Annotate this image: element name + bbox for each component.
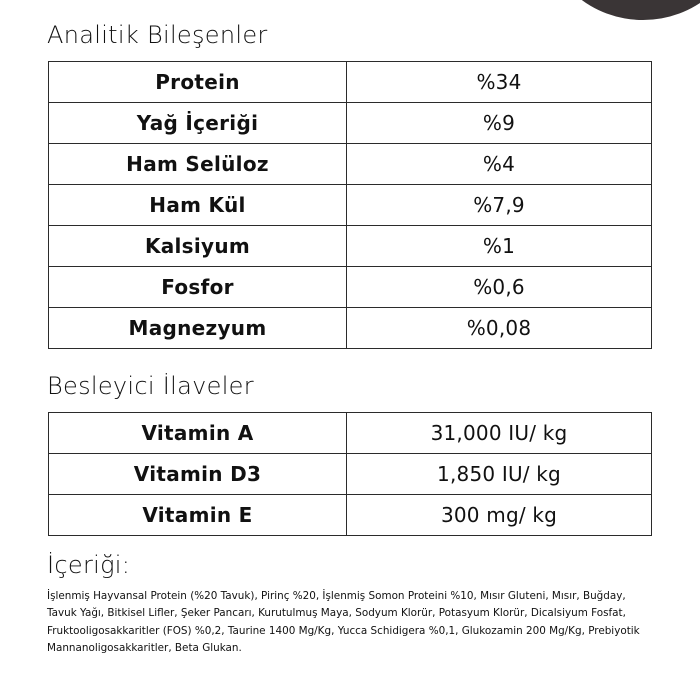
table-row <box>49 413 652 454</box>
additive-label: Vitamin E <box>49 495 347 536</box>
table-row <box>49 103 652 144</box>
analytic-components-heading: Analitik Bileşenler <box>47 21 268 49</box>
nutrient-value: %9 <box>347 103 652 144</box>
table-row <box>49 308 652 349</box>
table-row <box>49 226 652 267</box>
nutrient-label: Ham Kül <box>49 185 347 226</box>
ingredients-paragraph: İşlenmiş Hayvansal Protein (%20 Tavuk), Pirinç %20, İşlenmiş Somon Proteini %10, Mısır Gluteni, Mısır, Buğday, Tavuk Yağı, Bitkisel Lifler, Şeker Pancarı, Kurutulmuş Maya, Sodyum Klorür, Potasyum Klorür, Dicalsiyum Fosfat, Fruktooligosakkaritler (FOS) %0,2, Taurine 1400 Mg/Kg, Yucca Schidigera %0,1, Glukozamin 200 Mg/Kg, Prebiyotik Mannanoligosakkaritler, Beta Glukan. <box>47 590 640 655</box>
nutrient-value: %4 <box>347 144 652 185</box>
additive-label: Vitamin D3 <box>49 454 347 495</box>
contents-heading: İçeriği: <box>47 551 131 579</box>
additive-value: 31,000 IU/ kg <box>347 413 652 454</box>
additive-value: 300 mg/ kg <box>347 495 652 536</box>
nutrient-value: %0,08 <box>347 308 652 349</box>
nutrient-label: Magnezyum <box>49 308 347 349</box>
nutrient-value: %34 <box>347 62 652 103</box>
nutrient-label: Protein <box>49 62 347 103</box>
decorative-corner-shape <box>548 0 700 20</box>
nutrient-value: %7,9 <box>347 185 652 226</box>
table-row <box>49 495 652 536</box>
nutrient-label: Yağ İçeriği <box>49 103 347 144</box>
table-row <box>49 144 652 185</box>
table-row <box>49 185 652 226</box>
additive-value: 1,850 IU/ kg <box>347 454 652 495</box>
nutritional-additives-table <box>48 412 652 536</box>
analytic-components-table <box>48 61 652 349</box>
additive-label: Vitamin A <box>49 413 347 454</box>
nutrient-label: Kalsiyum <box>49 226 347 267</box>
table-row <box>49 62 652 103</box>
nutrient-value: %0,6 <box>347 267 652 308</box>
nutrient-label: Fosfor <box>49 267 347 308</box>
nutrient-label: Ham Selüloz <box>49 144 347 185</box>
table-row <box>49 454 652 495</box>
nutritional-additives-heading: Besleyici İlaveler <box>47 372 254 400</box>
nutrient-value: %1 <box>347 226 652 267</box>
table-row <box>49 267 652 308</box>
